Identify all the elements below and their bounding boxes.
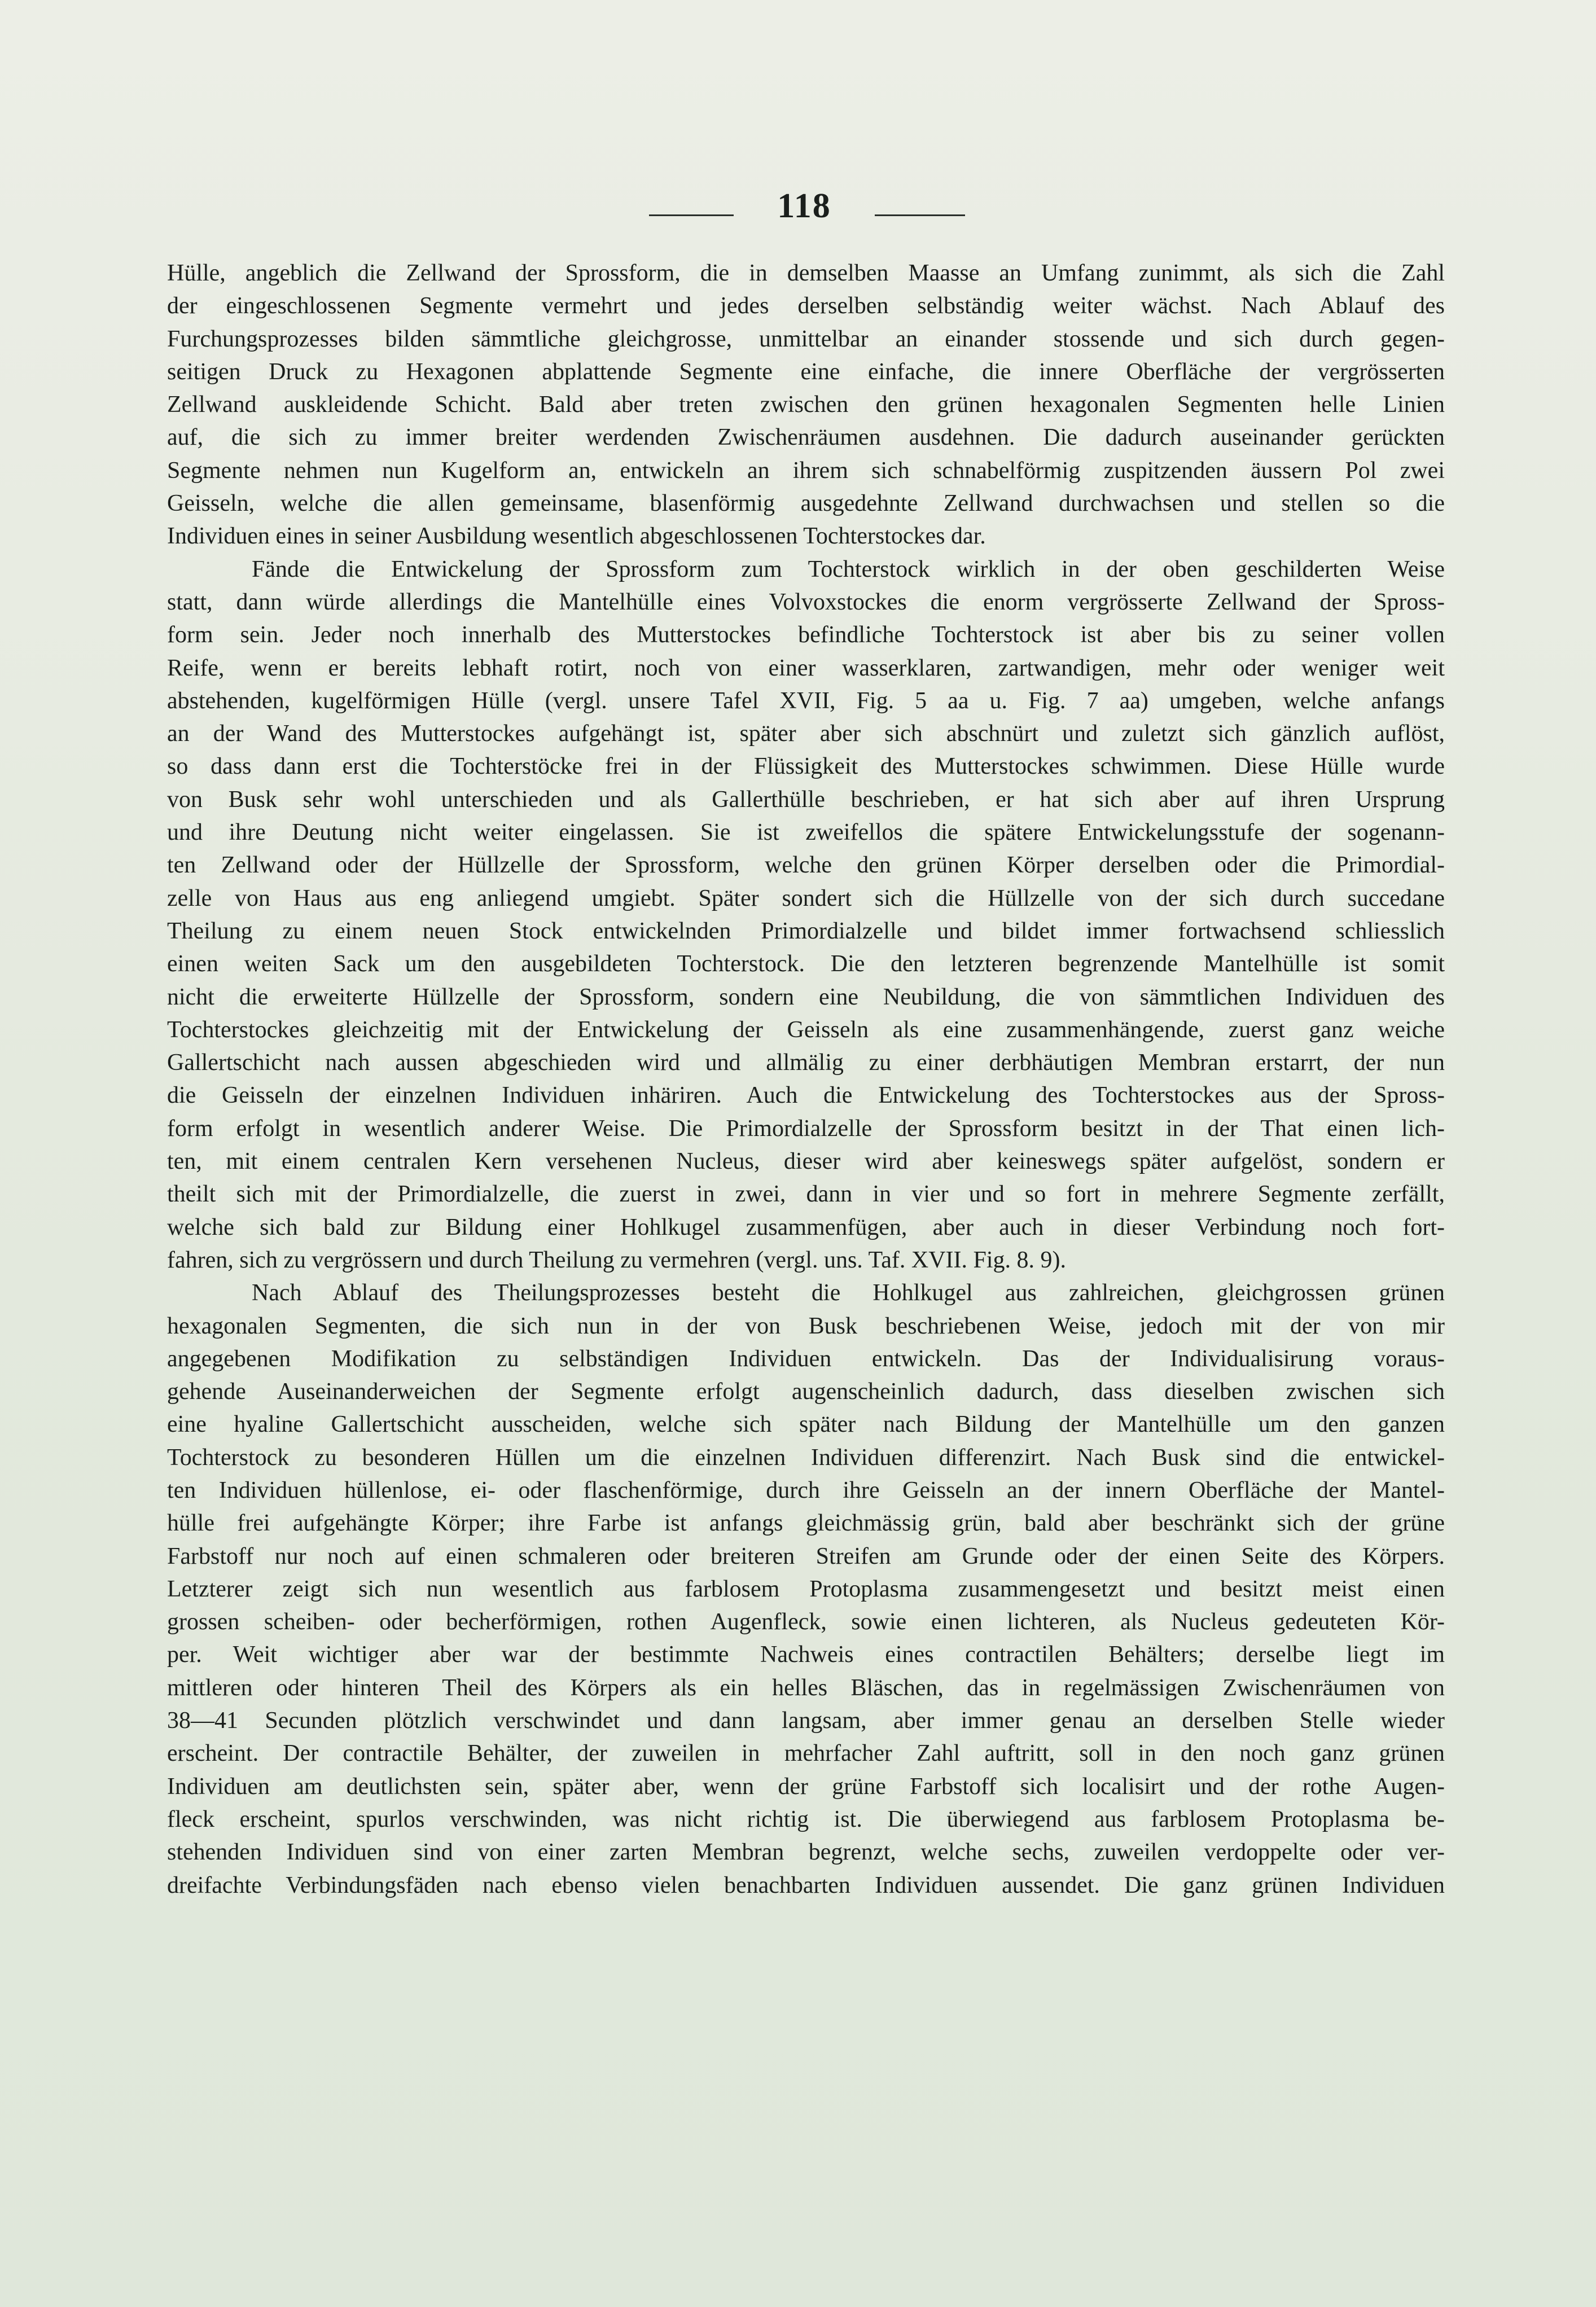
text-line: Segmente nehmen nun Kugelform an, entwickeln an ihrem sich schnabelförmig zuspitzenden äussern Pol zwei <box>167 457 1445 484</box>
text-line: form erfolgt in wesentlich anderer Weise. Die Primordialzelle der Sprossform besitzt in der That einen lich- <box>167 1115 1445 1142</box>
text-line: Gallertschicht nach aussen abgeschieden wird und allmälig zu einer derbhäutigen Membran erstarrt, der nun <box>167 1050 1445 1076</box>
text-line: Tochterstock zu besonderen Hüllen um die einzelnen Individuen differenzirt. Nach Busk sind die entwickel- <box>167 1444 1445 1471</box>
text-line: der eingeschlossenen Segmente vermehrt und jedes derselben selbständig weiter wächst. Nach Ablauf des <box>167 293 1445 319</box>
text-line: einen weiten Sack um den ausgebildeten Tochterstock. Die den letzteren begrenzende Mantelhülle ist somit <box>167 951 1445 977</box>
text-line: an der Wand des Mutterstockes aufgehängt ist, später aber sich abschnürt und zuletzt sich gänzlich auflöst, <box>167 721 1445 747</box>
text-line: ten, mit einem centralen Kern versehenen Nucleus, dieser wird aber keineswegs später aufgelöst, sondern er <box>167 1148 1445 1175</box>
text-line: Reife, wenn er bereits lebhaft rotirt, noch von einer wasserklaren, zartwandigen, mehr oder weniger weit <box>167 655 1445 681</box>
text-line: per. Weit wichtiger aber war der bestimmte Nachweis eines contractilen Behälters; derselbe liegt im <box>167 1642 1445 1668</box>
text-line: grossen scheiben- oder becherförmigen, rothen Augenfleck, sowie einen lichteren, als Nucleus gedeuteten Kör- <box>167 1609 1445 1635</box>
text-line: ten Zellwand oder der Hüllzelle der Sprossform, welche den grünen Körper derselben oder die Primordial- <box>167 852 1445 879</box>
text-line: Theilung zu einem neuen Stock entwickelnden Primordialzelle und bildet immer fortwachsend schliesslich <box>167 918 1445 944</box>
text-line: gehende Auseinanderweichen der Segmente erfolgt augenscheinlich dadurch, dass dieselben zwischen sich <box>167 1379 1445 1405</box>
text-line: auf, die sich zu immer breiter werdenden Zwischenräumen ausdehnen. Die dadurch auseinander gerückten <box>167 424 1445 451</box>
text-line: seitigen Druck zu Hexagonen abplattende Segmente eine einfache, die innere Oberfläche der vergrösserten <box>167 358 1445 385</box>
text-line: stehenden Individuen sind von einer zarten Membran begrenzt, welche sechs, zuweilen verdoppelte oder ver- <box>167 1839 1445 1866</box>
text-line: welche sich bald zur Bildung einer Hohlkugel zusammenfügen, aber auch in dieser Verbindung noch fort- <box>167 1214 1445 1240</box>
text-line: erscheint. Der contractile Behälter, der zuweilen in mehrfacher Zahl auftritt, soll in den noch ganz grünen <box>167 1740 1445 1767</box>
text-line: so dass dann erst die Tochterstöcke frei in der Flüssigkeit des Mutterstockes schwimmen. Diese Hülle wurde <box>167 753 1445 780</box>
text-line: Furchungsprozesses bilden sämmtliche gleichgrosse, unmittelbar an einander stossende und sich durch gegen- <box>167 326 1445 352</box>
text-line: Tochterstockes gleichzeitig mit der Entwickelung der Geisseln als eine zusammenhängende, zuerst ganz weiche <box>167 1016 1445 1043</box>
text-line: Hülle, angeblich die Zellwand der Sprossform, die in demselben Maasse an Umfang zunimmt, als sich die Zahl <box>167 260 1445 286</box>
header-rule-left <box>649 214 734 216</box>
text-line: mittleren oder hinteren Theil des Körpers als ein helles Bläschen, das in regelmässigen Zwischenräumen von <box>167 1674 1445 1701</box>
text-line: und ihre Deutung nicht weiter eingelassen. Sie ist zweifellos die spätere Entwickelungsstufe der sogenann- <box>167 819 1445 846</box>
text-line: Geisseln, welche die allen gemeinsame, blasenförmig ausgedehnte Zellwand durchwachsen und stellen so die <box>167 490 1445 517</box>
text-line: zelle von Haus aus eng anliegend umgiebt. Später sondert sich die Hüllzelle von der sich durch succedane <box>167 885 1445 911</box>
text-line: statt, dann würde allerdings die Mantelhülle eines Volvoxstockes die enorm vergrösserte Zellwand der Spross- <box>167 589 1445 615</box>
text-line: Letzterer zeigt sich nun wesentlich aus farblosem Protoplasma zusammengesetzt und besitzt meist einen <box>167 1576 1445 1602</box>
text-line: nicht die erweiterte Hüllzelle der Sprossform, sondern eine Neubildung, die von sämmtlichen Individuen des <box>167 984 1445 1010</box>
text-line: hülle frei aufgehängte Körper; ihre Farbe ist anfangs gleichmässig grün, bald aber beschränkt sich der grüne <box>167 1510 1445 1537</box>
header-rule-right <box>875 214 965 216</box>
text-line: die Geisseln der einzelnen Individuen inhäriren. Auch die Entwickelung des Tochterstockes aus der Spross- <box>167 1082 1445 1109</box>
body-text <box>167 257 1445 1902</box>
text-line: ten Individuen hüllenlose, ei- oder flaschenförmige, durch ihre Geisseln an der innern Oberfläche der Mantel- <box>167 1477 1445 1503</box>
text-line: Nach Ablauf des Theilungsprozesses besteht die Hohlkugel aus zahlreichen, gleichgrossen grünen <box>252 1280 1445 1306</box>
text-line: Zellwand auskleidende Schicht. Bald aber treten zwischen den grünen hexagonalen Segmenten helle Linien <box>167 392 1445 418</box>
text-line: fahren, sich zu vergrössern und durch Theilung zu vermehren (vergl. uns. Taf. XVII. Fig. 8. 9). <box>167 1247 1067 1273</box>
page-number: 118 <box>777 187 831 225</box>
text-line: Individuen eines in seiner Ausbildung wesentlich abgeschlossenen Tochterstockes dar. <box>167 523 986 550</box>
text-line: abstehenden, kugelförmigen Hülle (vergl. unsere Tafel XVII, Fig. 5 aa u. Fig. 7 aa) umgeben, welche anfangs <box>167 687 1445 714</box>
text-line: eine hyaline Gallertschicht ausscheiden, welche sich später nach Bildung der Mantelhülle um den ganzen <box>167 1411 1445 1438</box>
text-line: angegebenen Modifikation zu selbständigen Individuen entwickeln. Das der Individualisirung voraus- <box>167 1345 1445 1372</box>
text-line: 38—41 Secunden plötzlich verschwindet und dann langsam, aber immer genau an derselben Stelle wieder <box>167 1708 1445 1734</box>
text-line: hexagonalen Segmenten, die sich nun in der von Busk beschriebenen Weise, jedoch mit der von mir <box>167 1313 1445 1339</box>
text-line: dreifachte Verbindungsfäden nach ebenso vielen benachbarten Individuen aussendet. Die ganz grünen Individuen <box>167 1872 1445 1898</box>
text-line: Individuen am deutlichsten sein, später aber, wenn der grüne Farbstoff sich localisirt und der rothe Augen- <box>167 1773 1445 1800</box>
page-header <box>0 186 1596 237</box>
text-line: Farbstoff nur noch auf einen schmaleren oder breiteren Streifen am Grunde oder der einen Seite des Körpers. <box>167 1543 1445 1569</box>
text-line: von Busk sehr wohl unterschieden und als Gallerthülle beschrieben, er hat sich aber auf ihren Ursprung <box>167 786 1445 813</box>
text-line: theilt sich mit der Primordialzelle, die zuerst in zwei, dann in vier und so fort in mehrere Segmente zerfällt, <box>167 1181 1445 1208</box>
text-line: fleck erscheint, spurlos verschwinden, was nicht richtig ist. Die überwiegend aus farblosem Protoplasma be- <box>167 1806 1445 1832</box>
text-line: Fände die Entwickelung der Sprossform zum Tochterstock wirklich in der oben geschilderten Weise <box>252 556 1445 582</box>
text-line: form sein. Jeder noch innerhalb des Mutterstockes befindliche Tochterstock ist aber bis zu seiner vollen <box>167 622 1445 648</box>
